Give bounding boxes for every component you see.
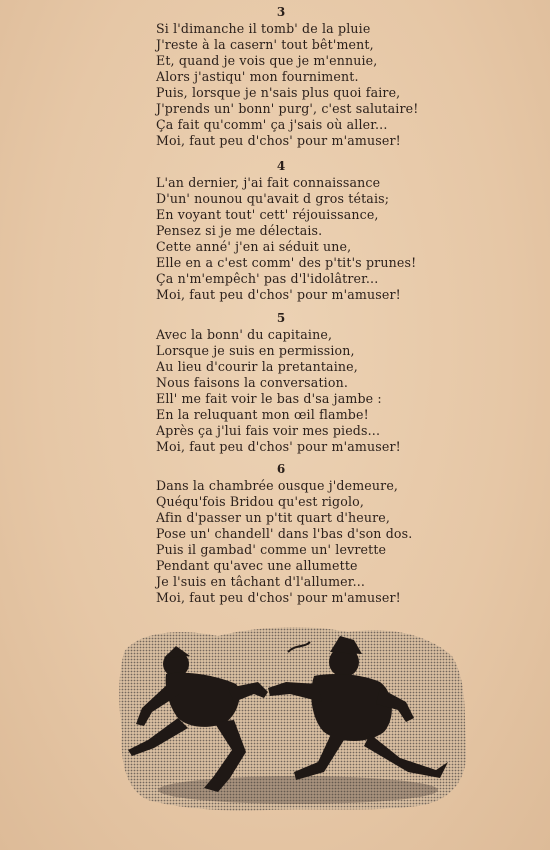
verse-line: Moi, faut peu d'chos' pour m'amuser!	[156, 287, 401, 302]
verse-line: Au lieu d'courir la pretantaine,	[156, 359, 358, 374]
verse-line: Puis il gambad' comme un' levrette	[156, 542, 387, 557]
verse-line: Moi, faut peu d'chos' pour m'amuser!	[156, 133, 401, 148]
verse-line: Je l'suis en tâchant d'l'allumer...	[156, 574, 366, 589]
verse-line: Afin d'passer un p'tit quart d'heure,	[156, 510, 391, 525]
verse-line: Ça n'm'empêch' pas d'l'idolâtrer...	[156, 271, 379, 286]
verse-line: Nous faisons la conversation.	[156, 375, 348, 390]
verse-line: Alors j'astiqu' mon fourniment.	[156, 69, 359, 84]
verse-line: Et, quand je vois que je m'ennuie,	[156, 53, 378, 68]
verse-line: Quéqu'fois Bridou qu'est rigolo,	[156, 494, 365, 509]
verse-line: Cette anné' j'en ai séduit une,	[156, 239, 352, 254]
verse-line: Après ça j'lui fais voir mes pieds...	[156, 423, 381, 438]
stanza-number: 4	[276, 159, 286, 173]
verse-line: Moi, faut peu d'chos' pour m'amuser!	[156, 590, 401, 605]
verse-line: D'un' nounou qu'avait d gros tétais;	[156, 191, 390, 206]
verse-line: Ça fait qu'comm' ça j'sais où aller...	[156, 117, 388, 132]
verse-line: Dans la chambrée ousque j'demeure,	[156, 478, 399, 493]
verse-line: Si l'dimanche il tomb' de la pluie	[156, 21, 371, 36]
verse-line: Elle en a c'est comm' des p'tit's prunes!	[156, 255, 417, 270]
stanza-number: 5	[276, 311, 286, 325]
verse-line: Pensez si je me délectais.	[156, 223, 323, 238]
stanza-number: 6	[276, 462, 286, 476]
verse-line: Puis, lorsque je n'sais plus quoi faire,	[156, 85, 401, 100]
verse-line: Avec la bonn' du capitaine,	[156, 327, 333, 342]
verse-line: Pendant qu'avec une allumette	[156, 558, 358, 573]
verse-line: J'prends un' bonn' purg', c'est salutaire!	[156, 101, 419, 116]
verse-line: Ell' me fait voir le bas d'sa jambe :	[156, 391, 382, 406]
verse-line: J'reste à la casern' tout bêt'ment,	[156, 37, 374, 52]
verse-line: Moi, faut peu d'chos' pour m'amuser!	[156, 439, 401, 454]
verse-line: L'an dernier, j'ai fait connaissance	[156, 175, 381, 190]
stanza-number: 3	[276, 5, 286, 19]
running-figures-illustration	[118, 622, 470, 812]
verse-line: En voyant tout' cett' réjouissance,	[156, 207, 379, 222]
verse-line: Lorsque je suis en permission,	[156, 343, 355, 358]
verse-line: Pose un' chandell' dans l'bas d'son dos.	[156, 526, 413, 541]
verse-line: En la reluquant mon œil flambe!	[156, 407, 369, 422]
